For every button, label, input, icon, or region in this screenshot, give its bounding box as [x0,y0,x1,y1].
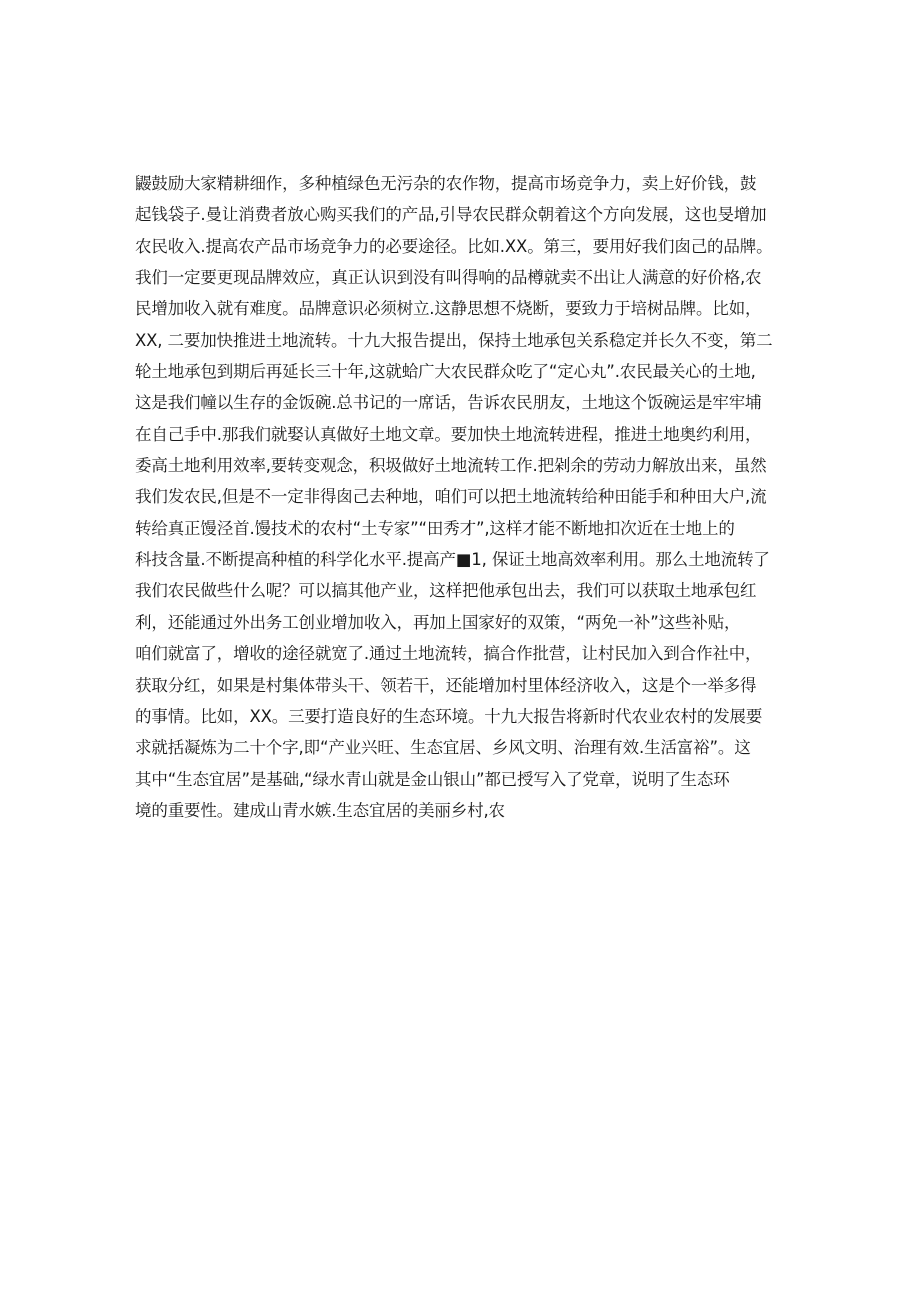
text-line: 鼹鼓励大家精耕细作，多种植绿色无污杂的农作物，提高市场竞争力，卖上好价钱，鼓 [135,174,757,193]
text-line: 获取分红，如果是村集体带头干、领若干，还能增加村里体经济收入，这是个一举多得 [135,675,757,695]
text-line: 农民收入.提高农产品市场竞争力的必要途径。比如.XX。第三，要用好我们囱己的品牌。 [135,236,773,256]
text-line: 在自己手中.那我们就娶认真做好土地文章。要加快土地流转进程，推进土地奥约利用， [135,424,762,444]
text-line: 境的重要性。建成山青水嫉.生态宜居的美丽乡村,农 [135,800,505,820]
text-line: 咱们就富了，增收的途径就宽了.通过土地流转，搞合作批营，让村民加入到合作社中， [135,644,762,664]
text-line: 我们一定要更现品牌效应，真正认识到没有叫得响的品樽就卖不出让人满意的好价格,农 [135,268,762,288]
text-line: 轮土地承包到期后再延长三十年,这就蛤广大农民群众吃了“定心丸”.农民最关心的土地, [135,362,756,382]
text-line: 这是我们幢以生存的金饭碗.总书记的一席话，告诉农民朋友，土地这个饭碗运是牢牢埔 [135,393,762,413]
text-line: 委高土地利用效率,要转变观念，积圾做好土地流转工作.把剁余的劳动力解放出来，虽然 [135,456,767,476]
text-line: 其中“生态宜居”是基础,“绿水青山就是金山银山”都已授写入了党章，说明了生态环 [135,769,730,789]
text-line: 我们发农民,但是不一定非得囱己去种地，咱们可以把土地流转给种田能手和种田大户,流 [135,487,767,507]
text-line: 利，还能通过外出务工创业增加收入，再加上国家好的双策，“两免一补”这些补贴， [135,612,741,632]
text-line: 的事情。比如，XX。三要打造良好的生态环境。十九大报告将新时代农业农村的发展要 [135,706,763,726]
text-line: 科技含量.不断提高种植的科学化水平.提高产■1, 保证土地高效率利用。那么土地流转了 [135,550,770,570]
text-line: XX, 二要加快推进土地流转。十九大报告提出，保持土地承包关系稳定并长久不变，第二 [135,330,773,350]
text-line: 民增加收入就有难度。品牌意识必须树立.这静思想不烧断，要致力于培树品牌。比如， [135,299,762,319]
text-line: 我们农民做些什么呢？可以搞其他产业，这样把他承包出去，我们可以获取土地承包红 [135,581,757,601]
text-line: 起钱袋子.曼让消费者放心购买我们的产品,引导农民群众朝着这个方向发展，这也旻增加 [135,205,767,225]
body-paragraph [135,168,785,826]
text-line: 转给真正馒泾首.馒技术的农村“土专家”“田秀才”,这样才能不断地扣次近在士地上的 [135,518,735,538]
text-line: 求就括凝炼为二十个字,即“产业兴旺、生态宜居、乡风文明、治理有效.生活富裕”。这 [135,738,751,758]
